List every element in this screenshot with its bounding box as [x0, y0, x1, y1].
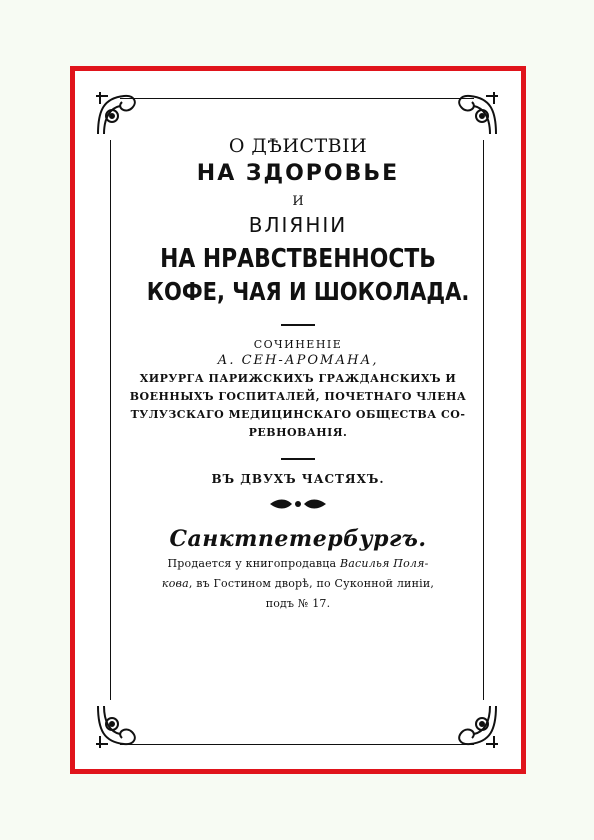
imprint-line-1 — [118, 554, 478, 574]
title-content — [118, 128, 478, 614]
title-line-6: КОФЕ, ЧАЯ И ШОКОЛАДА. — [146, 277, 470, 306]
author-desc-line-3: ТУЛУЗСКАГО МЕДИЦИНСКАГО ОБЩЕСТВА СО- — [130, 408, 466, 421]
imprint-line-2 — [118, 574, 478, 594]
top-border-line — [120, 98, 474, 99]
leaf-ornament-icon — [268, 498, 328, 510]
imprint-line-1a: Продается у книгопродавца — [167, 557, 341, 570]
imprint-line-2b: , въ Гостином дворѣ, по Суконной линiи, — [188, 577, 435, 590]
right-border-line — [483, 140, 484, 700]
author-desc-line-1: ХИРУРГА ПАРИЖСКИХЪ ГРАЖДАНСКИХЪ И — [139, 372, 457, 385]
author-composed-label: СОЧИНЕНIЕ — [253, 338, 343, 351]
imprint-city: Санктпетербургъ. — [169, 526, 427, 552]
title-line-2: НА ЗДОРОВЬЕ — [196, 161, 400, 186]
author-desc-line-2: ВОЕННЫХЪ ГОСПИТАЛЕЙ, ПОЧЕТНАГО ЧЛЕНА — [129, 390, 467, 403]
bottom-left-ornament-icon — [94, 704, 140, 750]
title-line-4: ВЛIЯНIИ — [248, 213, 348, 237]
title-line-1: О ДѢИСТВIИ — [228, 135, 368, 157]
author-name: А. СЕН-АРОМАНА, — [217, 353, 379, 368]
bookseller-name: Василья Поля- — [340, 557, 429, 570]
bookseller-name-end: кова — [161, 577, 189, 590]
title-line-5: НА НРАВСТВЕННОСТЬ — [160, 244, 436, 274]
title-line-3: И — [292, 194, 304, 209]
separator-dash-1 — [281, 324, 315, 326]
author-desc-line-4: РЕВНОВАНIЯ. — [248, 426, 348, 439]
imprint-line-3: подъ № 17. — [265, 597, 331, 610]
bottom-border-line — [120, 744, 474, 745]
left-border-line — [110, 140, 111, 700]
separator-dash-2 — [281, 458, 315, 460]
parts-label: ВЪ ДВУХЪ ЧАСТЯХЪ. — [211, 472, 385, 486]
bottom-right-ornament-icon — [454, 704, 500, 750]
